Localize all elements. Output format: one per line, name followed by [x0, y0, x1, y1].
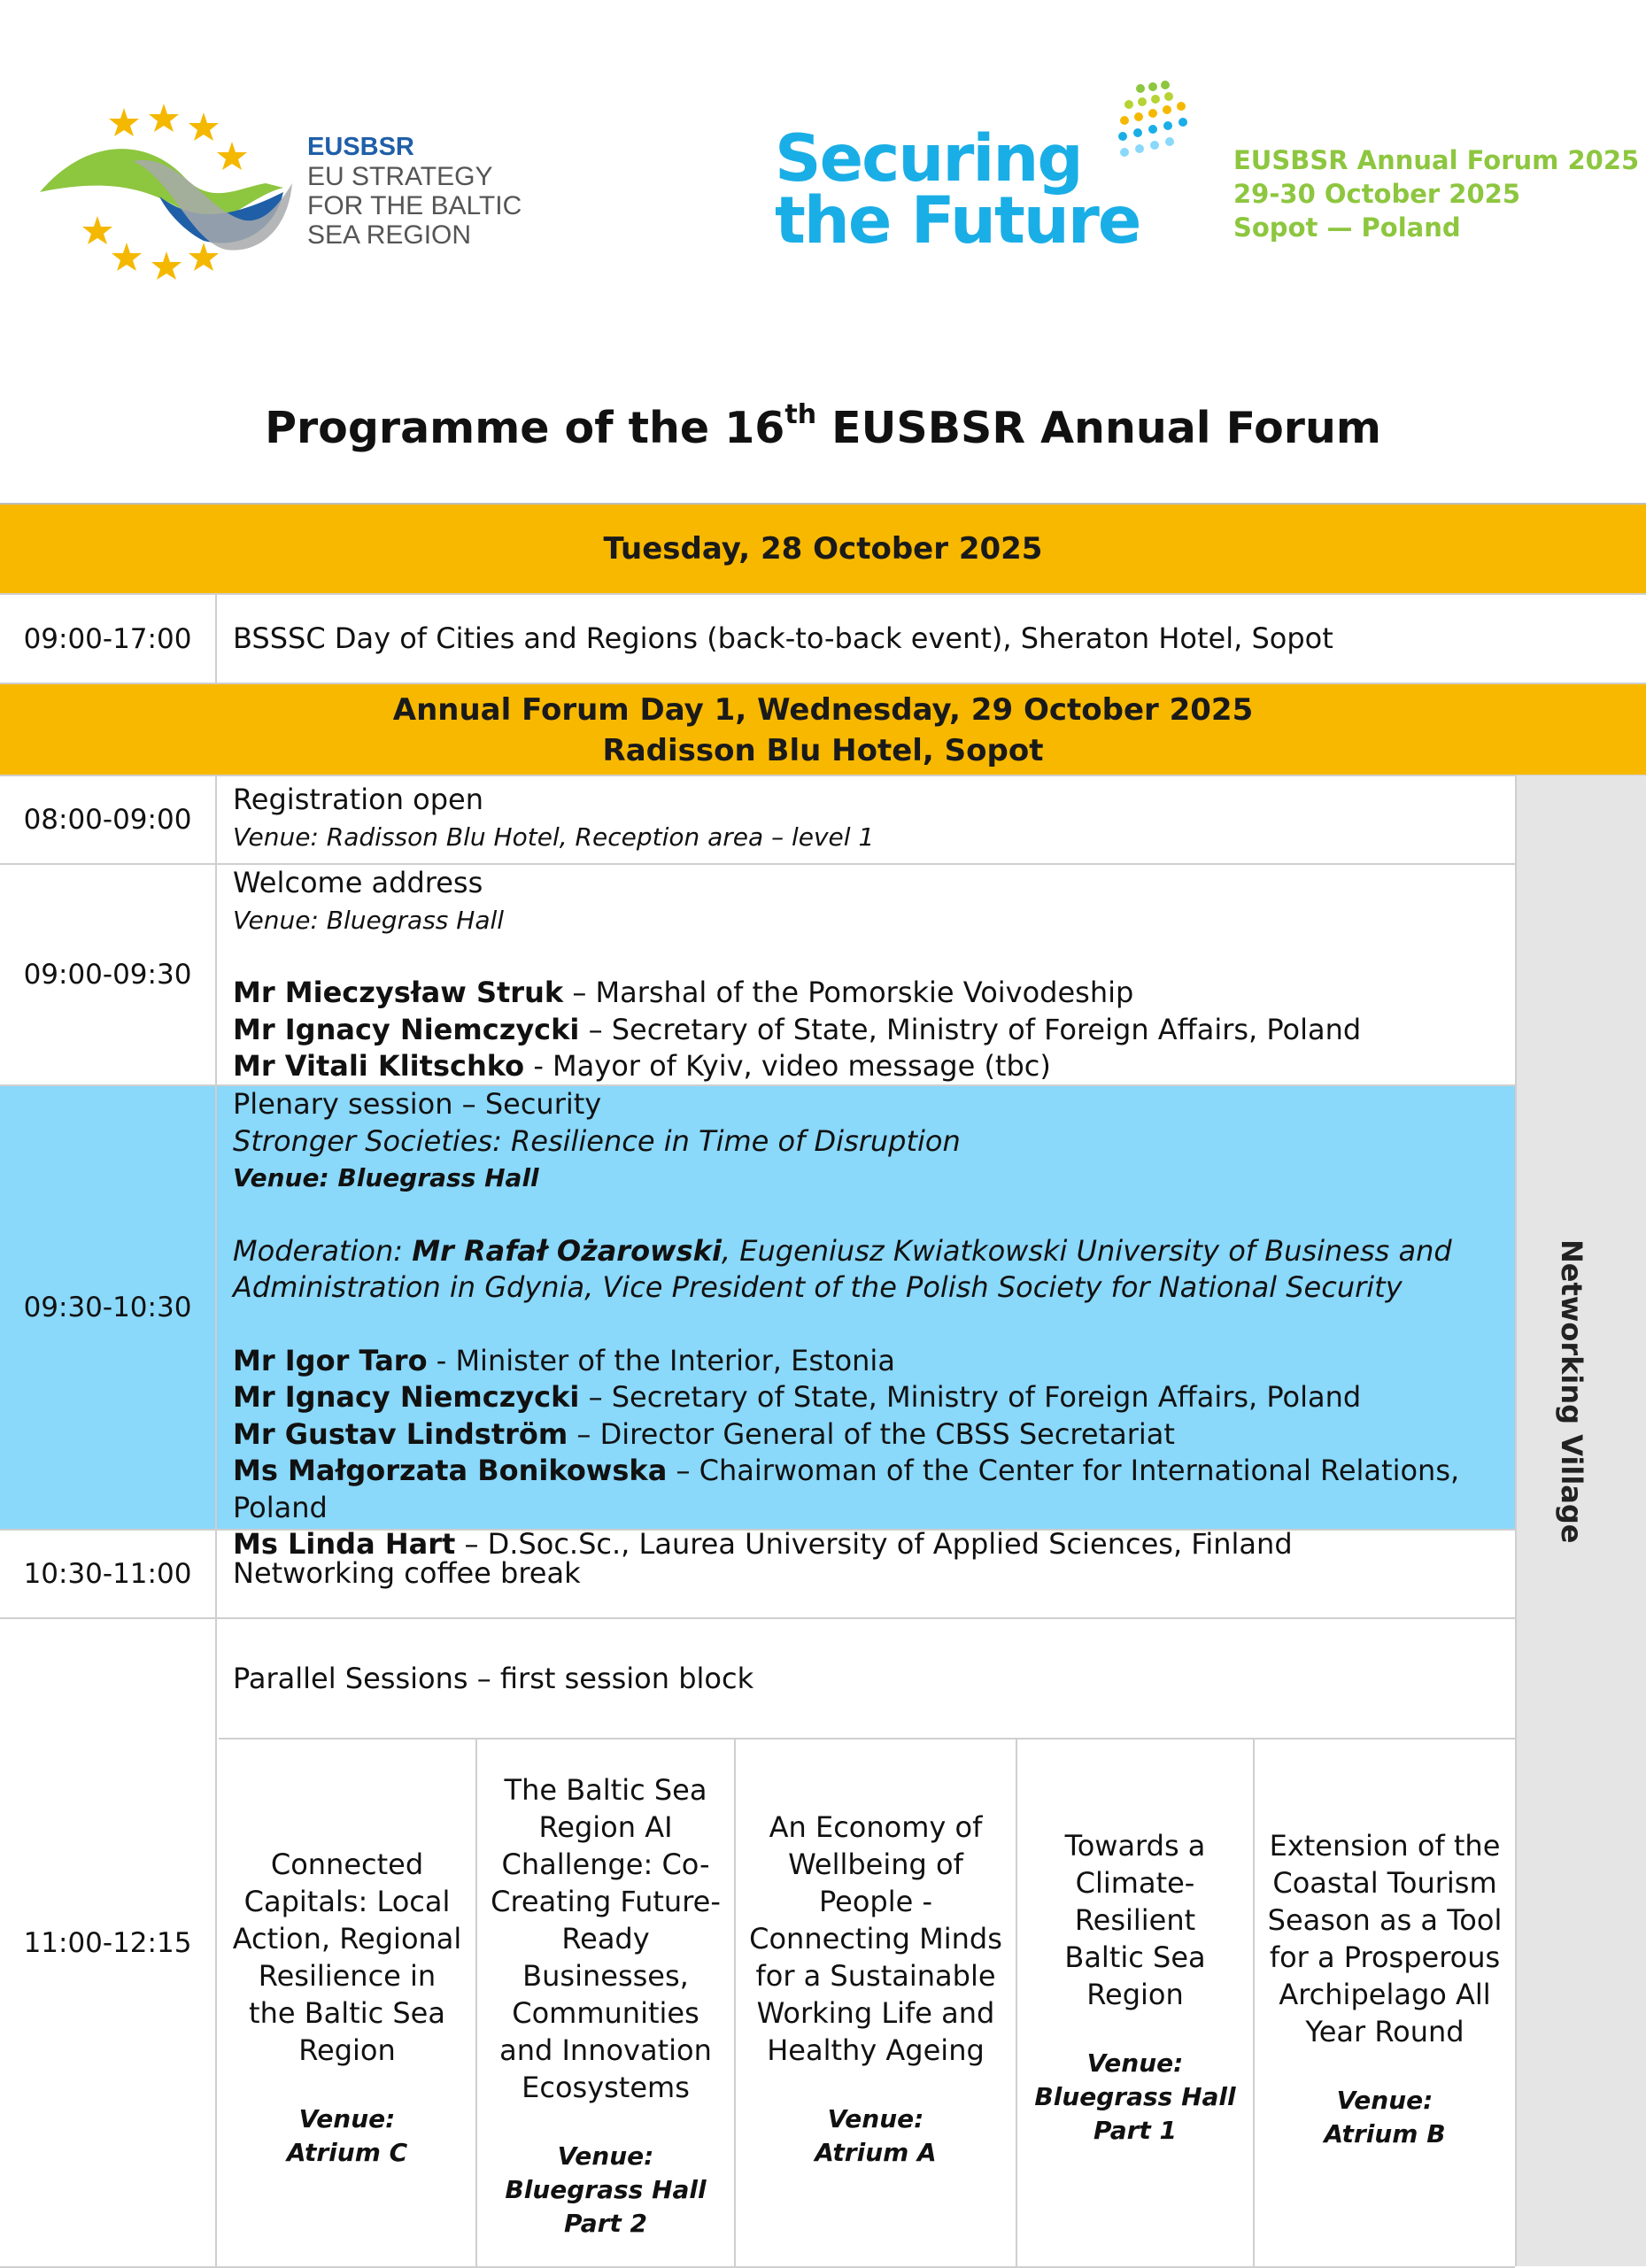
- plenary-cell: [219, 1086, 1515, 1561]
- session-venue: Bluegrass Hall: [505, 2175, 707, 2204]
- session-title-line: Resilience in: [258, 1959, 437, 1993]
- coffee-row: [0, 1531, 1515, 1619]
- eusbsr-line-3: SEA REGION: [307, 220, 472, 250]
- registration-title: Registration open: [233, 783, 483, 816]
- session-title-line: for a Prosperous: [1269, 1940, 1501, 1974]
- welcome-speaker: [233, 1012, 1361, 1049]
- welcome-cell: [219, 865, 1375, 1084]
- session-title-line: Creating Future-: [491, 1885, 721, 1918]
- forum-logo-line-2: the Future: [775, 183, 1140, 258]
- session-title-line: Region AI: [538, 1810, 673, 1844]
- speaker-role: – D.Soc.Sc., Laurea University of Applied Sciences, Finland: [455, 1527, 1293, 1561]
- session-bluegrass-part-1: [1017, 1740, 1255, 2266]
- session-title-line: for a Sustainable: [755, 1959, 996, 1993]
- session-title-line: Ecosystems: [522, 2071, 690, 2104]
- title-suffix: EUSBSR Annual Forum: [816, 403, 1381, 453]
- welcome-speaker: [233, 975, 1361, 1012]
- day1-heading-line-1: Annual Forum Day 1, Wednesday, 29 October 2025: [392, 692, 1254, 728]
- session-title-line: Action, Regional: [232, 1922, 462, 1956]
- eusbsr-line-1: EU STRATEGY: [307, 162, 493, 191]
- speaker-role: - Mayor of Kyiv, video message (tbc): [524, 1049, 1051, 1083]
- plenary-venue: Venue: Bluegrass Hall: [233, 1163, 539, 1192]
- speaker-role: – Director General of the CBSS Secretariat: [568, 1416, 1175, 1451]
- session-title-line: the Baltic Sea: [249, 1996, 445, 2030]
- networking-village-label: Networking Village: [1555, 1239, 1588, 1544]
- session-title-line: Archipelago All: [1279, 1978, 1491, 2011]
- parallel-row: [0, 1619, 1515, 2268]
- session-title-line: The Baltic Sea: [504, 1773, 707, 1807]
- speaker-role: – Marshal of the Pomorskie Voivodeship: [563, 976, 1134, 1009]
- session-title-line: Towards a: [1064, 1829, 1206, 1863]
- speaker-name: Mr Ignacy Niemczycki: [233, 1012, 580, 1046]
- session-title-line: Coastal Tourism: [1272, 1866, 1497, 1900]
- moderation-line-1: [233, 1233, 1501, 1270]
- title-prefix: Programme of the 16: [265, 403, 785, 453]
- session-title-line: Extension of the: [1269, 1829, 1501, 1863]
- registration-time: 08:00-09:00: [0, 776, 217, 863]
- session-title-line: Resilient: [1074, 1903, 1196, 1937]
- moderation-line-2: Administration in Gdynia, Vice President of the Polish Society for National Security: [233, 1270, 1403, 1304]
- session-venue: Part 2: [563, 2209, 648, 2238]
- forum-info: [1233, 143, 1639, 244]
- parallel-sessions: [219, 1740, 1515, 2266]
- tuesday-time: 09:00-17:00: [0, 595, 217, 683]
- tuesday-event: [219, 595, 1348, 683]
- parallel-title: Parallel Sessions – first session block: [233, 1662, 754, 1695]
- welcome-title: Welcome address: [233, 866, 483, 899]
- speaker-role: – Secretary of State, Ministry of Foreign Affairs, Poland: [579, 1380, 1362, 1414]
- session-title-line: Communities: [512, 1996, 699, 2030]
- plenary-speaker: [233, 1379, 1501, 1416]
- session-title-line: Wellbeing of: [788, 1848, 963, 1881]
- tuesday-heading-row: [0, 505, 1646, 595]
- title-ordinal: th: [784, 399, 817, 430]
- session-title-line: Region: [298, 2033, 396, 2067]
- session-title-line: Season as a Tool: [1267, 1903, 1503, 1937]
- day1-heading-row: [0, 684, 1646, 776]
- coffee-cell: [219, 1531, 595, 1617]
- session-title-line: Working Life and: [756, 1996, 995, 2030]
- session-atrium-b: [1255, 1740, 1515, 2266]
- speaker-name: Mr Gustav Lindström: [233, 1416, 568, 1451]
- day1-heading-line-2: Radisson Blu Hotel, Sopot: [602, 733, 1044, 768]
- session-title-line: Healthy Ageing: [767, 2033, 985, 2067]
- speaker-role: – Chairwoman of the Center for International Relations, Poland: [233, 1454, 1460, 1524]
- dot-rays-icon: [1089, 80, 1204, 195]
- session-title-line: Climate-: [1075, 1866, 1195, 1900]
- plenary-time: 09:30-10:30: [0, 1086, 217, 1529]
- session-title-line: An Economy of: [769, 1810, 983, 1844]
- forum-info-line-1: EUSBSR Annual Forum 2025: [1233, 145, 1640, 175]
- speaker-role: - Minister of the Interior, Estonia: [427, 1343, 895, 1377]
- session-venue: Part 1: [1093, 2116, 1178, 2145]
- speaker-name: Mr Vitali Klitschko: [233, 1049, 525, 1083]
- speaker-name: Mr Mieczysław Struk: [233, 976, 564, 1009]
- session-venue-label: Venue:: [557, 2141, 654, 2171]
- welcome-time: 09:00-09:30: [0, 865, 217, 1084]
- session-title-line: Challenge: Co-: [501, 1848, 710, 1881]
- parallel-heading-cell: [219, 1619, 1515, 1740]
- speaker-name: Mr Igor Taro: [233, 1343, 428, 1377]
- session-venue: Bluegrass Hall: [1034, 2082, 1236, 2111]
- session-venue-label: Venue:: [1336, 2086, 1433, 2115]
- session-title-line: Year Round: [1305, 2015, 1464, 2048]
- welcome-venue: Venue: Bluegrass Hall: [233, 905, 505, 935]
- tuesday-heading: Tuesday, 28 October 2025: [603, 531, 1043, 567]
- session-venue-label: Venue:: [827, 2104, 924, 2133]
- session-venue: Atrium C: [286, 2138, 408, 2167]
- speaker-role: – Secretary of State, Ministry of Foreign Affairs, Poland: [579, 1012, 1362, 1046]
- session-title-line: Region: [1086, 1978, 1184, 2011]
- forum-info-line-2: 29-30 October 2025: [1233, 179, 1521, 209]
- plenary-title: Plenary session – Security: [233, 1087, 602, 1121]
- session-title-line: Capitals: Local: [243, 1885, 451, 1918]
- session-bluegrass-part-2: [477, 1740, 736, 2266]
- eusbsr-line-2: FOR THE BALTIC: [307, 191, 522, 220]
- eusbsr-acronym: EUSBSR: [307, 133, 414, 161]
- speaker-name: Ms Małgorzata Bonikowska: [233, 1454, 668, 1487]
- coffee-title: Networking coffee break: [233, 1556, 581, 1591]
- session-title-line: Businesses,: [522, 1959, 689, 1993]
- moderator-name: Mr Rafał Ożarowski: [412, 1233, 722, 1268]
- speaker-name: Mr Ignacy Niemczycki: [233, 1380, 580, 1414]
- plenary-row: [0, 1086, 1515, 1561]
- forum-logo-line-1: Securing: [775, 121, 1082, 197]
- eusbsr-logo-text: [307, 133, 522, 250]
- welcome-speaker: [233, 1048, 1361, 1085]
- session-title-line: Connecting Minds: [749, 1922, 1002, 1956]
- page-title: [0, 399, 1646, 453]
- plenary-subtitle: Stronger Societies: Resilience in Time of Disruption: [233, 1123, 961, 1158]
- session-title-line: Connected: [270, 1848, 424, 1881]
- securing-the-future-logo: [775, 121, 1140, 258]
- registration-venue: Venue: Radisson Blu Hotel, Reception area – level 1: [233, 822, 875, 852]
- session-title-line: Ready: [561, 1922, 650, 1956]
- welcome-row: [0, 865, 1515, 1086]
- tuesday-event-text: BSSSC Day of Cities and Regions (back-to-back event), Sheraton Hotel, Sopot: [233, 621, 1333, 655]
- plenary-speaker: [233, 1343, 1501, 1380]
- parallel-time: 11:00-12:15: [0, 1619, 217, 2266]
- registration-row: [0, 776, 1515, 865]
- coffee-time: 10:30-11:00: [0, 1531, 217, 1617]
- speaker-name: Ms Linda Hart: [233, 1527, 456, 1561]
- moderation-label: Moderation:: [233, 1233, 413, 1268]
- plenary-speaker: [233, 1453, 1501, 1526]
- tuesday-event-row: [0, 595, 1646, 684]
- moderator-role: , Eugeniusz Kwiatkowski University of Business and: [721, 1233, 1452, 1268]
- forum-info-line-3: Sopot — Poland: [1233, 212, 1461, 243]
- session-venue-label: Venue:: [1086, 2048, 1184, 2078]
- session-atrium-a: [736, 1740, 1017, 2266]
- plenary-speaker: [233, 1416, 1501, 1454]
- session-venue: Atrium B: [1324, 2119, 1446, 2148]
- session-venue-label: Venue:: [298, 2104, 396, 2133]
- registration-cell: [219, 776, 888, 863]
- session-title-line: and Innovation: [499, 2033, 712, 2067]
- session-atrium-c: [219, 1740, 477, 2266]
- session-title-line: Baltic Sea: [1064, 1940, 1206, 1974]
- session-venue: Atrium A: [815, 2138, 937, 2167]
- session-title-line: People -: [818, 1885, 933, 1918]
